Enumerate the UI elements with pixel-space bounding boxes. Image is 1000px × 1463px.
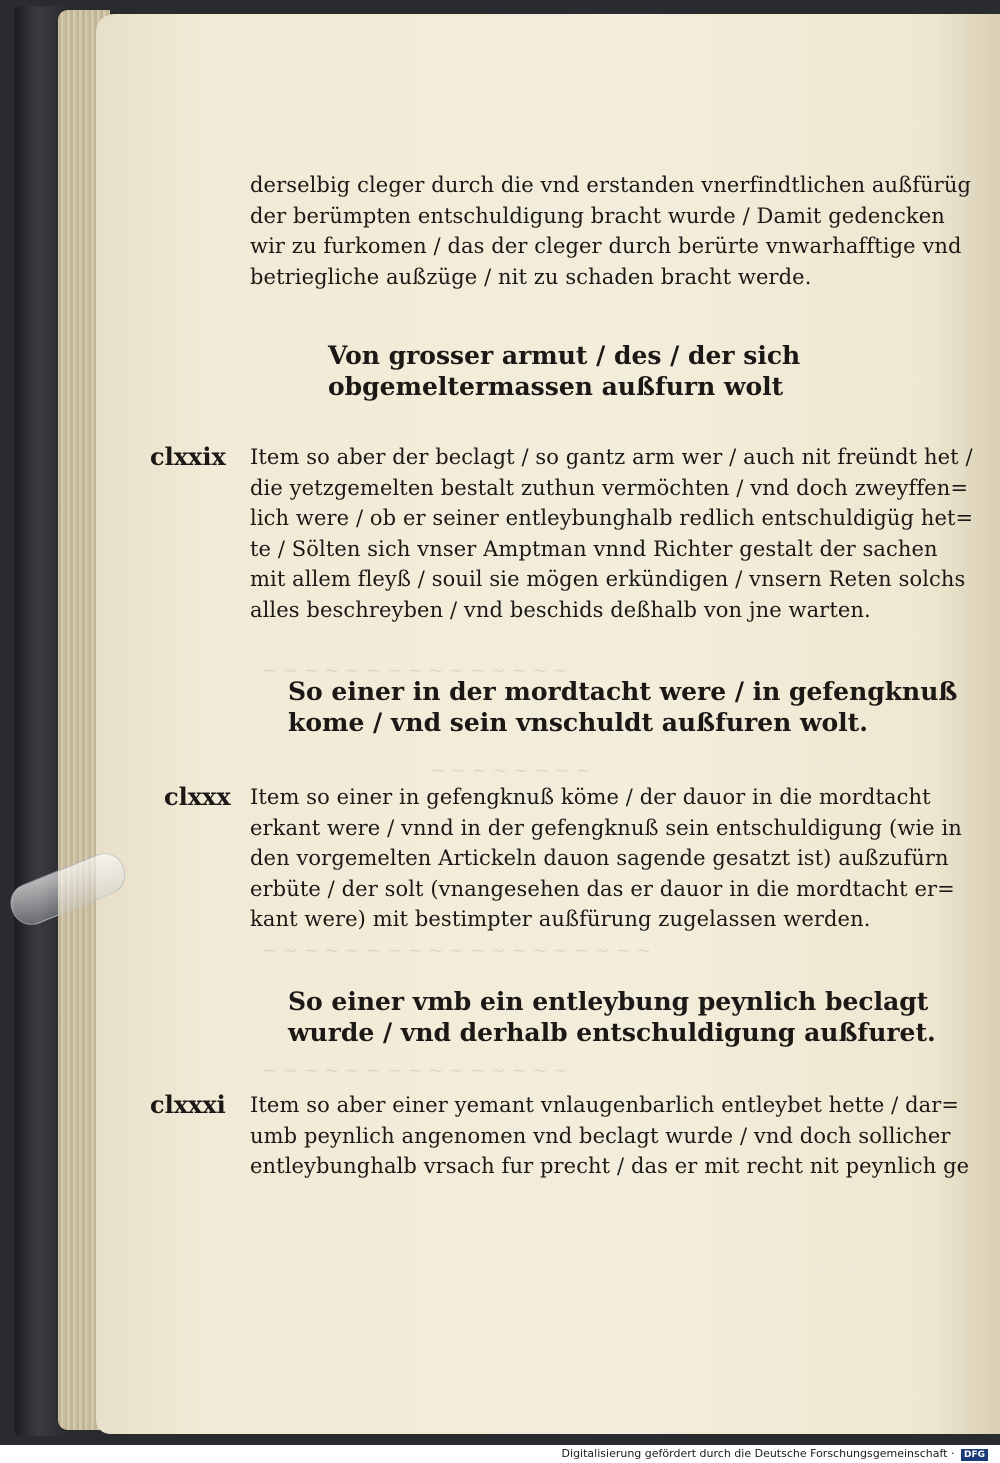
article-paragraph bbox=[250, 782, 962, 935]
article-number: clxxix bbox=[150, 442, 226, 471]
text-line: kant were) mit bestimpter außfürung zugelassen werden. bbox=[250, 907, 871, 931]
article-paragraph bbox=[250, 442, 973, 625]
bleed-through: ~ ~ ~ ~ ~ ~ ~ ~ ~ ~ ~ ~ ~ ~ ~ ~ ~ ~ ~ bbox=[262, 940, 652, 961]
text-line: derselbig cleger durch die vnd erstanden vnerfindtlichen außfürüg bbox=[250, 173, 972, 197]
text-line: erbüte / der solt (vnangesehen das er dauor in die mordtacht er= bbox=[250, 876, 955, 901]
text-line: mit allem fleyß / souil sie mögen erkündigen / vnsern Reten solchs bbox=[250, 567, 966, 591]
section-heading bbox=[328, 340, 800, 402]
text-line: entleybunghalb vrsach fur precht / das er mit recht nit peynlich ge bbox=[250, 1154, 970, 1178]
text-line: lich were / ob er seiner entleybunghalb redlich entschuldigüg het= bbox=[250, 506, 974, 530]
article-number: clxxx bbox=[164, 782, 231, 811]
section-heading bbox=[288, 676, 957, 738]
heading-line: kome / vnd sein vnschuldt außfuren wolt. bbox=[288, 708, 868, 737]
heading-line: So einer in der mordtacht were / in gefengknuß bbox=[288, 677, 958, 706]
text-line: der berümpten entschuldigung bracht wurde / Damit gedencken bbox=[250, 203, 945, 228]
text-line: Item so einer in gefengknuß köme / der dauor in die mordtacht bbox=[250, 785, 931, 809]
text-line: den vorgemelten Artickeln dauon sagende gesatzt ist) außzufürn bbox=[250, 846, 949, 870]
text-line: umb peynlich angenomen vnd beclagt wurde / vnd doch sollicher bbox=[250, 1123, 951, 1148]
section-heading bbox=[288, 986, 936, 1048]
footer-text: Digitalisierung gefördert durch die Deutsche Forschungsgemeinschaft bbox=[561, 1447, 948, 1460]
bleed-through: ~ ~ ~ ~ ~ ~ ~ ~ bbox=[430, 760, 591, 781]
bleed-through: ~ ~ ~ ~ ~ ~ ~ ~ ~ ~ ~ ~ ~ ~ ~ bbox=[262, 660, 569, 681]
article-paragraph bbox=[250, 1090, 969, 1182]
text-line: die yetzgemelten bestalt zuthun vermöchten / vnd doch zweyffen= bbox=[250, 475, 969, 500]
heading-line: obgemeltermassen außfurn wolt bbox=[328, 372, 784, 401]
text-line: Item so aber der beclagt / so gantz arm wer / auch nit freündt het / bbox=[250, 445, 973, 469]
dfg-logo-icon: DFG bbox=[961, 1449, 988, 1461]
heading-line: wurde / vnd derhalb entschuldigung außfuret. bbox=[288, 1018, 936, 1047]
opening-paragraph bbox=[250, 170, 971, 292]
heading-line: Von grosser armut / des / der sich bbox=[328, 341, 801, 370]
text-line: betriegliche außzüge / nit zu schaden bracht werde. bbox=[250, 264, 812, 289]
text-line: erkant were / vnnd in der gefengknuß sein entschuldigung (wie in bbox=[250, 815, 962, 840]
article-number: clxxxi bbox=[150, 1090, 226, 1119]
bleed-through: ~ ~ ~ ~ ~ ~ ~ ~ ~ ~ ~ ~ ~ ~ ~ bbox=[262, 1060, 569, 1081]
text-line: te / Sölten sich vnser Amptman vnnd Richter gestalt der sachen bbox=[250, 536, 938, 561]
text-line: Item so aber einer yemant vnlaugenbarlich entleybet hette / dar= bbox=[250, 1093, 960, 1117]
heading-line: So einer vmb ein entleybung peynlich beclagt bbox=[288, 987, 929, 1016]
footer-credit: Digitalisierung gefördert durch die Deutsche Forschungsgemeinschaft · DFG bbox=[562, 1447, 988, 1461]
text-line: alles beschreyben / vnd beschids deßhalb von jne warten. bbox=[250, 597, 871, 622]
text-line: wir zu furkomen / das der cleger durch berürte vnwarhafftige vnd bbox=[250, 234, 962, 258]
